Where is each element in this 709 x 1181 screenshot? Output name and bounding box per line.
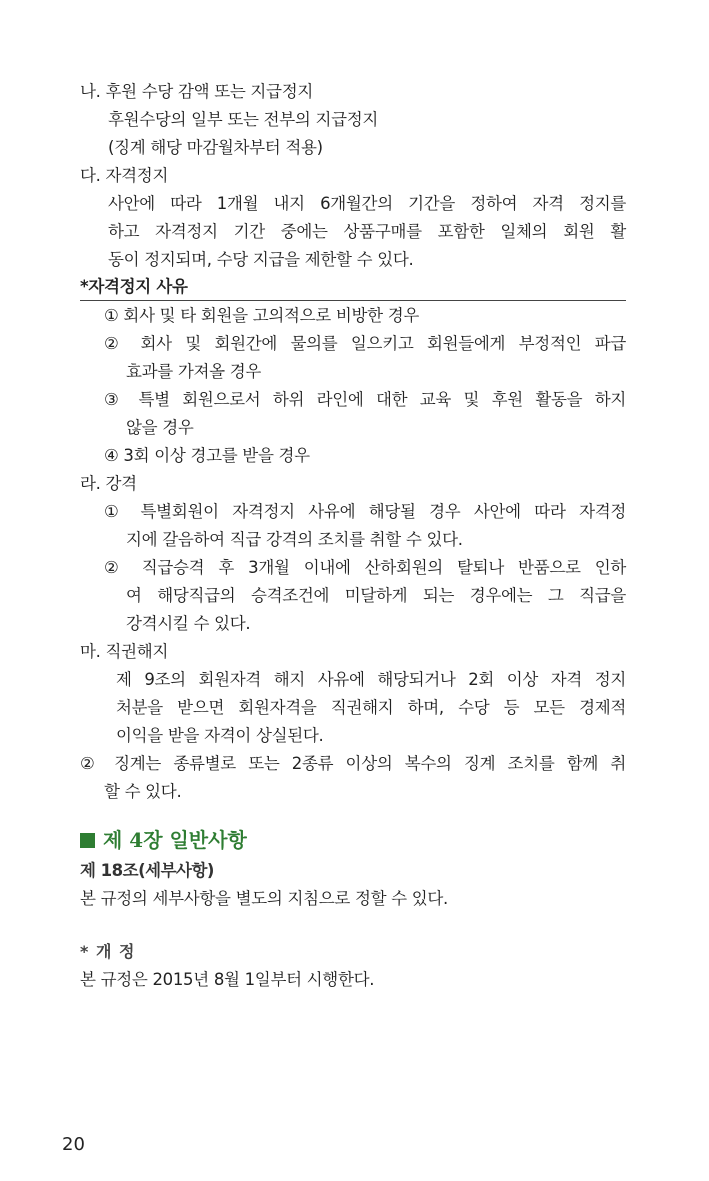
section-da-body-line: 하고 자격정지 기간 중에는 상품구매를 포함한 일체의 회원 활 <box>108 222 626 241</box>
article-18-title: 제 18조(세부사항) <box>80 861 214 880</box>
square-bullet-icon <box>80 833 95 848</box>
section-da-heading: 다. 자격정지 <box>80 166 169 185</box>
section-da-body-line: 사안에 따라 1개월 내지 6개월간의 기간을 정하여 자격 정지를 <box>108 194 626 213</box>
reason-item-cont: 효과를 가져올 경우 <box>126 362 262 381</box>
section-na-line: (징계 해당 마감월차부터 적용) <box>108 138 323 157</box>
reason-item-cont: 않을 경우 <box>126 418 194 437</box>
demotion-item-cont: 지에 갈음하여 직급 강격의 조치를 취할 수 있다. <box>126 530 463 549</box>
section-ma-body-line: 이익을 받을 자격이 상실된다. <box>116 726 324 745</box>
revision-body: 본 규정은 2015년 8월 1일부터 시행한다. <box>80 970 375 989</box>
article-18-body: 본 규정의 세부사항을 별도의 지침으로 정할 수 있다. <box>80 889 448 908</box>
clause-2-line: 할 수 있다. <box>104 782 182 801</box>
reason-item: ③ 특별 회원으로서 하위 라인에 대한 교육 및 후원 활동을 하지 <box>104 390 626 409</box>
section-ma-heading: 마. 직권해지 <box>80 642 169 661</box>
section-na-line: 후원수당의 일부 또는 전부의 지급정지 <box>108 110 379 129</box>
section-ma-body-line: 처분을 받으면 회원자격을 직권해지 하며, 수당 등 모든 경제적 <box>116 698 626 717</box>
section-na-heading: 나. 후원 수당 감액 또는 지급정지 <box>80 82 313 101</box>
demotion-item: ② 직급승격 후 3개월 이내에 산하회원의 탈퇴나 반품으로 인하 <box>104 558 626 577</box>
section-ra-heading: 라. 강격 <box>80 474 137 493</box>
reason-item: ② 회사 및 회원간에 물의를 일으키고 회원들에게 부정적인 파급 <box>104 334 626 353</box>
chapter-title <box>80 826 247 854</box>
chapter-title-text: 제 4장 일반사항 <box>103 828 247 852</box>
section-ma-body-line: 제 9조의 회원자격 해지 사유에 해당되거나 2회 이상 자격 정지 <box>116 670 626 689</box>
reason-item: ④ 3회 이상 경고를 받을 경우 <box>104 446 310 465</box>
demotion-item-cont: 여 해당직급의 승격조건에 미달하게 되는 경우에는 그 직급을 <box>126 586 626 605</box>
demotion-item: ① 특별회원이 자격정지 사유에 해당될 경우 사안에 따라 자격정 <box>104 502 626 521</box>
clause-2-line: ② 징계는 종류별로 또는 2종류 이상의 복수의 징계 조치를 함께 취 <box>80 754 626 773</box>
demotion-item-cont: 강격시킬 수 있다. <box>126 614 251 633</box>
page-number: 20 <box>62 1134 85 1155</box>
revision-title: * 개 정 <box>80 942 136 961</box>
reason-item: ① 회사 및 타 회원을 고의적으로 비방한 경우 <box>104 306 419 325</box>
section-da-body-line: 동이 정지되며, 수당 지급을 제한할 수 있다. <box>108 250 414 269</box>
suspension-reasons-title: *자격정지 사유 <box>80 275 626 301</box>
